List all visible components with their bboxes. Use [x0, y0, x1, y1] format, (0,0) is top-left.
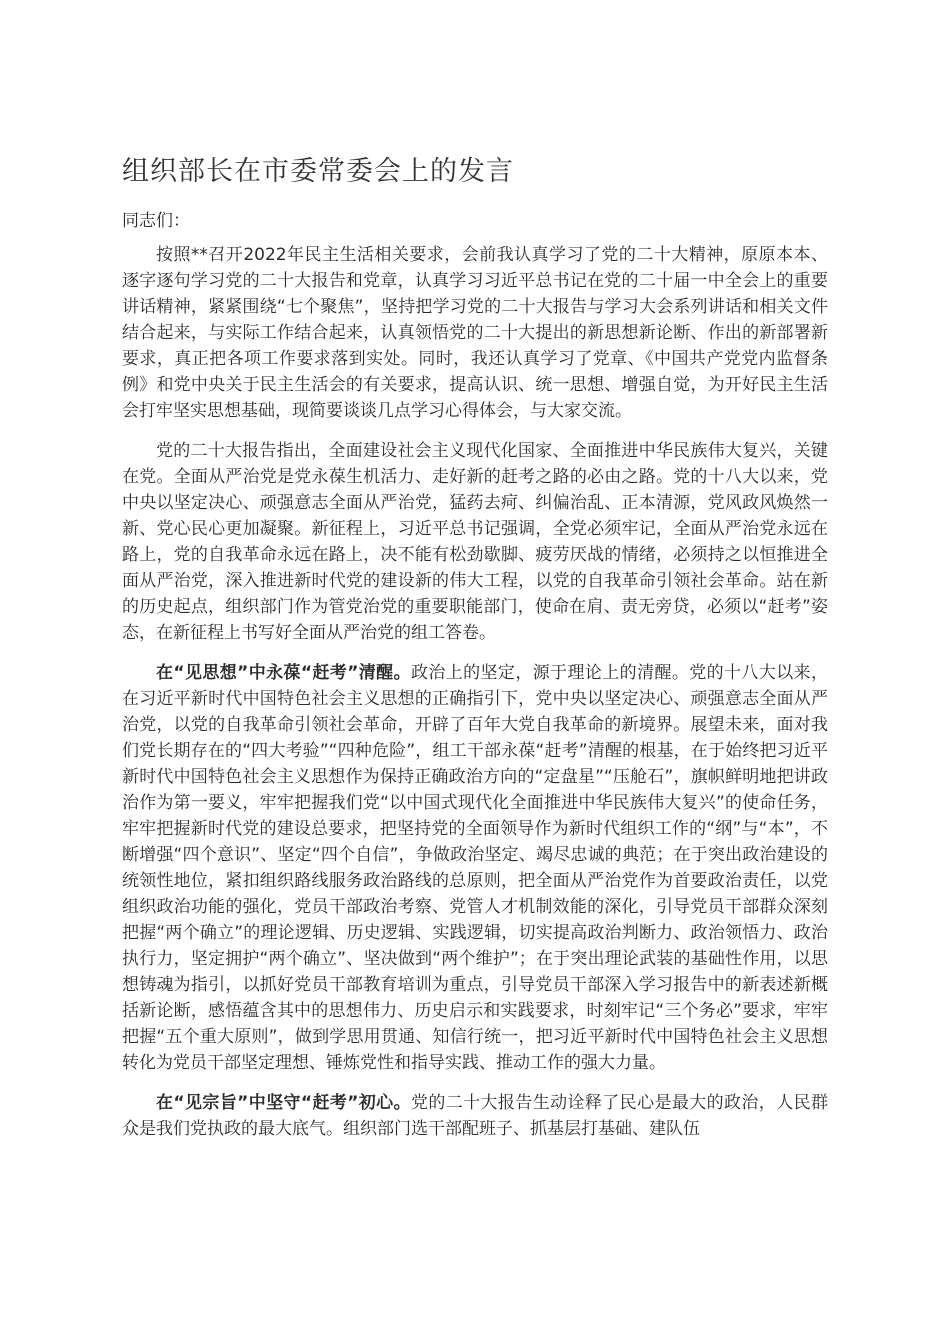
- paragraph-4-lead: 在“见宗旨”中坚守“赶考”初心。: [156, 1093, 411, 1113]
- salutation: 同志们：: [122, 211, 190, 231]
- paragraph-3: [122, 660, 828, 1076]
- paragraph-4-text: 党的二十大报告生动诠释了民心是最大的政治，人民群众是我们党执政的最大底气。组织部门选干部配班子、抓基层打基础、建队伍: [122, 1093, 828, 1139]
- paragraph-3-lead: 在“见思想”中永葆“赶考”清醒。: [156, 663, 411, 683]
- document-title: 组织部长在市委常委会上的发言: [122, 156, 514, 187]
- paragraph-2: [122, 438, 828, 646]
- document-page: [122, 150, 828, 1156]
- paragraph-4: [122, 1090, 828, 1142]
- paragraph-2-text: 党的二十大报告指出，全面建设社会主义现代化国家、全面推进中华民族伟大复兴，关键在党。全面从严治党是党永葆生机活力、走好新的赶考之路的必由之路。党的十八大以来，党中央以坚定决心、顽强意志全面从严治党，猛药去疴、纠偏治乱、正本清源，党风政风焕然一新、党心民心更加凝聚。新征程上，习近平总书记强调，全党必须牢记，全面从严治党永远在路上，党的自我革命永远在路上，决不能有松劲歇脚、疲劳厌战的情绪，必须持之以恒推进全面从严治党，深入推进新时代党的建设新的伟大工程，以党的自我革命引领社会革命。站在新的历史起点，组织部门作为管党治党的重要职能部门，使命在肩、责无旁贷，必须以“赶考”姿态，在新征程上书写好全面从严治党的组工答卷。: [122, 441, 828, 643]
- paragraph-1-text: 按照**召开2022年民主生活相关要求，会前我认真学习了党的二十大精神，原原本本、逐字逐句学习党的二十大报告和党章，认真学习习近平总书记在党的二十届一中全会上的重要讲话精神，紧紧围绕“七个聚焦”，坚持把学习党的二十大报告与学习大会系列讲话和相关文件结合起来，与实际工作结合起来，认真领悟党的二十大提出的新思想新论断、作出的新部署新要求，真正把各项工作要求落到实处。同时，我还认真学习了党章、《中国共产党党内监督条例》和党中央关于民主生活会的有关要求，提高认识、统一思想、增强自觉，为开好民主生活会打牢坚实思想基础，现简要谈谈几点学习心得体会，与大家交流。: [122, 245, 828, 421]
- paragraph-1: [122, 242, 828, 424]
- paragraph-3-text: 政治上的坚定，源于理论上的清醒。党的十八大以来，在习近平新时代中国特色社会主义思想的正确指引下，党中央以坚定决心、顽强意志全面从严治党，以党的自我革命引领社会革命，开辟了百年大党自我革命的新境界。展望未来，面对我们党长期存在的“四大考验”“四种危险”，组工干部永葆“赶考”清醒的根基，在于始终把习近平新时代中国特色社会主义思想作为保持正确政治方向的“定盘星”“压舱石”，旗帜鲜明地把讲政治作为第一要义，牢牢把握我们党“以中国式现代化全面推进中华民族伟大复兴”的使命任务，牢牢把握新时代党的建设总要求，把坚持党的全面领导作为新时代组织工作的“纲”与“本”，不断增强“四个意识”、坚定“四个自信”，争做政治坚定、竭尽忠诚的典范；在于突出政治建设的统领性地位，紧扣组织路线服务政治路线的总原则，把全面从严治党作为首要政治责任，以党组织政治功能的强化，党员干部政治考察、党管人才机制效能的深化，引导党员干部群众深刻把握“两个确立”的理论逻辑、历史逻辑、实践逻辑，切实提高政治判断力、政治领悟力、政治执行力，坚定拥护“两个确立”、坚决做到“两个维护”；在于突出理论武装的基础性作用，以思想铸魂为指引，以抓好党员干部教育培训为重点，引导党员干部深入学习报告中的新表述新概括新论断，感悟蕴含其中的思想伟力、历史启示和实践要求，时刻牢记“三个务必”要求，牢牢把握“五个重大原则”，做到学思用贯通、知信行统一，把习近平新时代中国特色社会主义思想转化为党员干部坚定理想、锤炼党性和指导实践、推动工作的强大力量。: [122, 663, 828, 1073]
